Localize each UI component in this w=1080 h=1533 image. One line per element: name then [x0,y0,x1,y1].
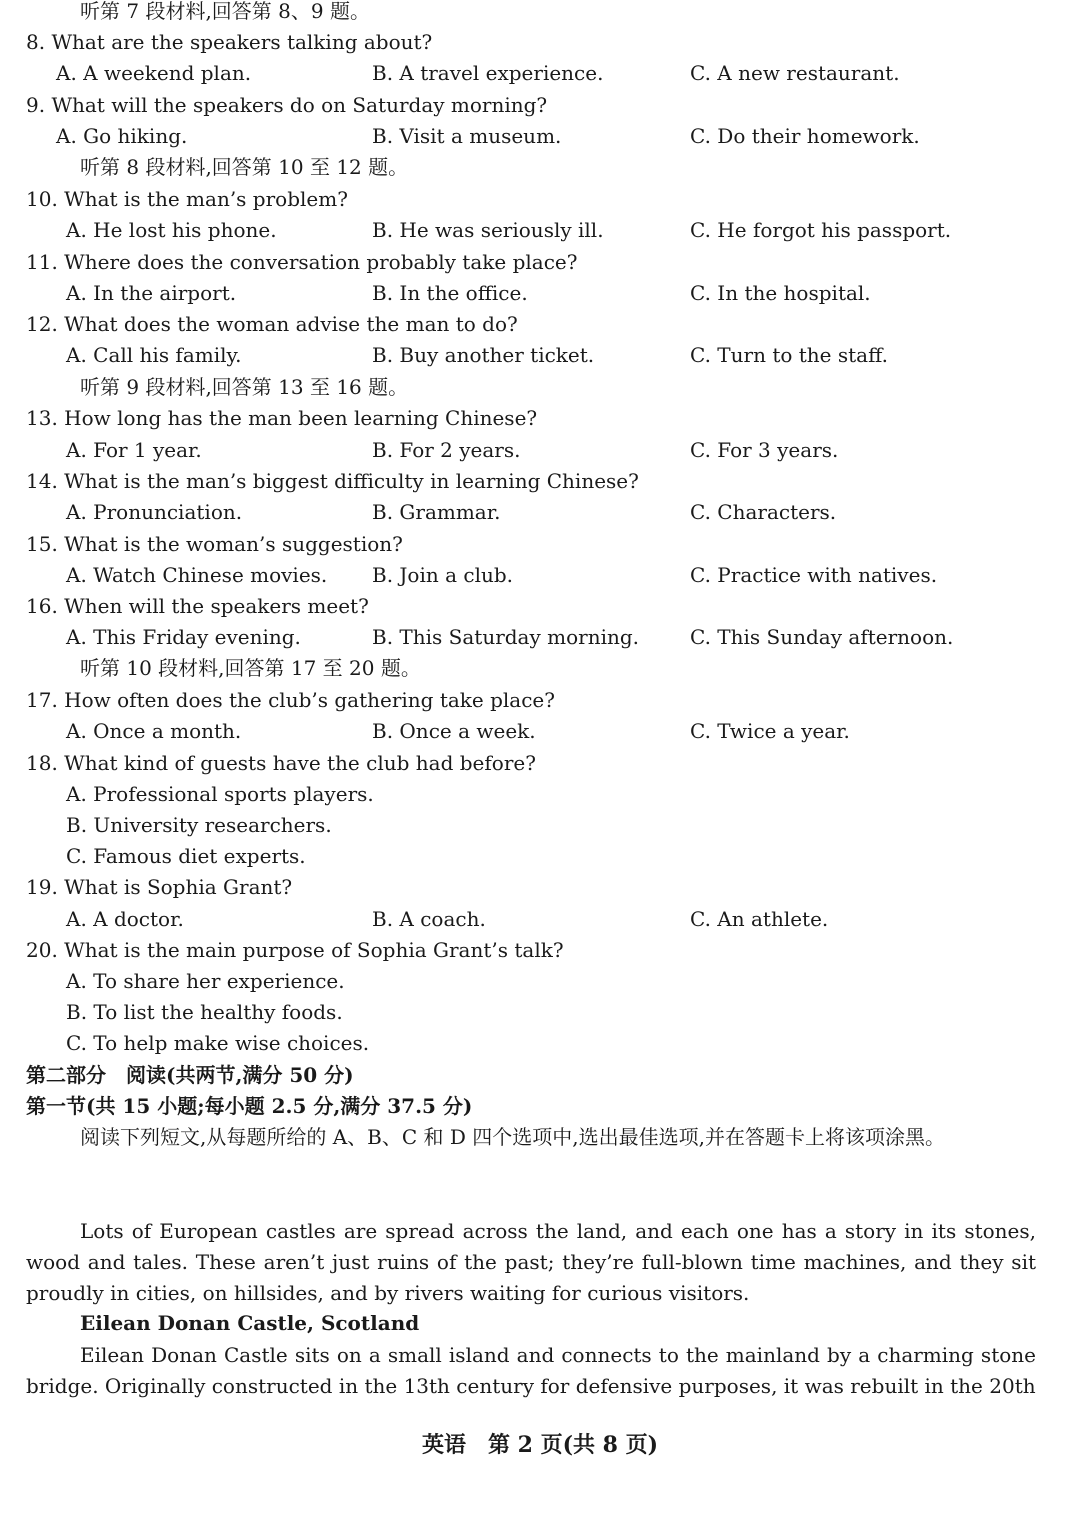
q15-option-a: A. Watch Chinese movies. [66,563,328,587]
q9-option-a: A. Go hiking. [56,124,188,148]
q17-option-c: C. Twice a year. [690,719,850,743]
q9-option-b: B. Visit a museum. [372,124,562,148]
question-14: 14. What is the man’s biggest difficulty in learning Chinese? [26,469,639,493]
q19-option-b: B. A coach. [372,907,486,931]
part-two-title: 第二部分 阅读(共两节,满分 50 分) [26,1063,354,1087]
question-13: 13. How long has the man been learning Chinese? [26,406,538,430]
castle-heading: Eilean Donan Castle, Scotland [80,1311,420,1335]
q13-option-b: B. For 2 years. [372,438,521,462]
q16-option-b: B. This Saturday morning. [372,625,640,649]
q8-option-b: B. A travel experience. [372,61,604,85]
q11-option-b: B. In the office. [372,281,528,305]
question-10: 10. What is the man’s problem? [26,187,348,211]
q18-option-b: B. University researchers. [66,813,332,837]
q14-option-b: B. Grammar. [372,500,501,524]
q12-option-b: B. Buy another ticket. [372,343,595,367]
question-15: 15. What is the woman’s suggestion? [26,532,403,556]
q11-option-c: C. In the hospital. [690,281,871,305]
section-one-title: 第一节(共 15 小题;每小题 2.5 分,满分 37.5 分) [26,1094,473,1118]
section-10-instruction: 听第 10 段材料,回答第 17 至 20 题。 [80,656,421,680]
passage-intro: Lots of European castles are spread across the land, and each one has a story in its stones, wood and tales. These aren’t just ruins of the past; they’re full-blown time machines, and they sit proudly in cities, on hillsides, and by rivers waiting for curious visitors. [26,1219,1036,1305]
q14-option-a: A. Pronunciation. [66,500,243,524]
q13-option-a: A. For 1 year. [66,438,202,462]
q20-option-c: C. To help make wise choices. [66,1031,370,1055]
question-11: 11. Where does the conversation probably take place? [26,250,578,274]
question-12: 12. What does the woman advise the man to do? [26,312,518,336]
q20-option-a: A. To share her experience. [66,969,345,993]
q13-option-c: C. For 3 years. [690,438,839,462]
reading-instruction: 阅读下列短文,从每题所给的 A、B、C 和 D 四个选项中,选出最佳选项,并在答题卡上将该项涂黑。 [80,1125,945,1149]
question-16: 16. When will the speakers meet? [26,594,369,618]
section-9-instruction: 听第 9 段材料,回答第 13 至 16 题。 [80,375,409,399]
question-9: 9. What will the speakers do on Saturday morning? [26,93,548,117]
q8-option-c: C. A new restaurant. [690,61,900,85]
q19-option-a: A. A doctor. [66,907,184,931]
q15-option-c: C. Practice with natives. [690,563,938,587]
section-7-instruction: 听第 7 段材料,回答第 8、9 题。 [80,0,370,23]
q9-option-c: C. Do their homework. [690,124,920,148]
q16-option-c: C. This Sunday afternoon. [690,625,954,649]
q18-option-a: A. Professional sports players. [66,782,374,806]
question-18: 18. What kind of guests have the club had before? [26,751,536,775]
page-footer: 英语 第 2 页(共 8 页) [421,1432,659,1458]
question-17: 17. How often does the club’s gathering take place? [26,688,555,712]
q10-option-b: B. He was seriously ill. [372,218,604,242]
q12-option-a: A. Call his family. [66,343,242,367]
q17-option-a: A. Once a month. [66,719,242,743]
question-20: 20. What is the main purpose of Sophia Grant’s talk? [26,938,564,962]
question-8: 8. What are the speakers talking about? [26,30,433,54]
q18-option-c: C. Famous diet experts. [66,844,306,868]
q8-option-a: A. A weekend plan. [56,61,252,85]
q15-option-b: B. Join a club. [372,563,514,587]
q10-option-c: C. He forgot his passport. [690,218,952,242]
castle-paragraph: Eilean Donan Castle sits on a small island and connects to the mainland by a charming stone bridge. Originally constructed in the 13th century for defensive purposes, it was rebuilt in the 20th [26,1343,1036,1398]
q10-option-a: A. He lost his phone. [66,218,277,242]
question-19: 19. What is Sophia Grant? [26,875,293,899]
section-8-instruction: 听第 8 段材料,回答第 10 至 12 题。 [80,155,409,179]
q16-option-a: A. This Friday evening. [66,625,301,649]
q14-option-c: C. Characters. [690,500,837,524]
q19-option-c: C. An athlete. [690,907,829,931]
q11-option-a: A. In the airport. [66,281,237,305]
q17-option-b: B. Once a week. [372,719,536,743]
q20-option-b: B. To list the healthy foods. [66,1000,343,1024]
q12-option-c: C. Turn to the staff. [690,343,888,367]
